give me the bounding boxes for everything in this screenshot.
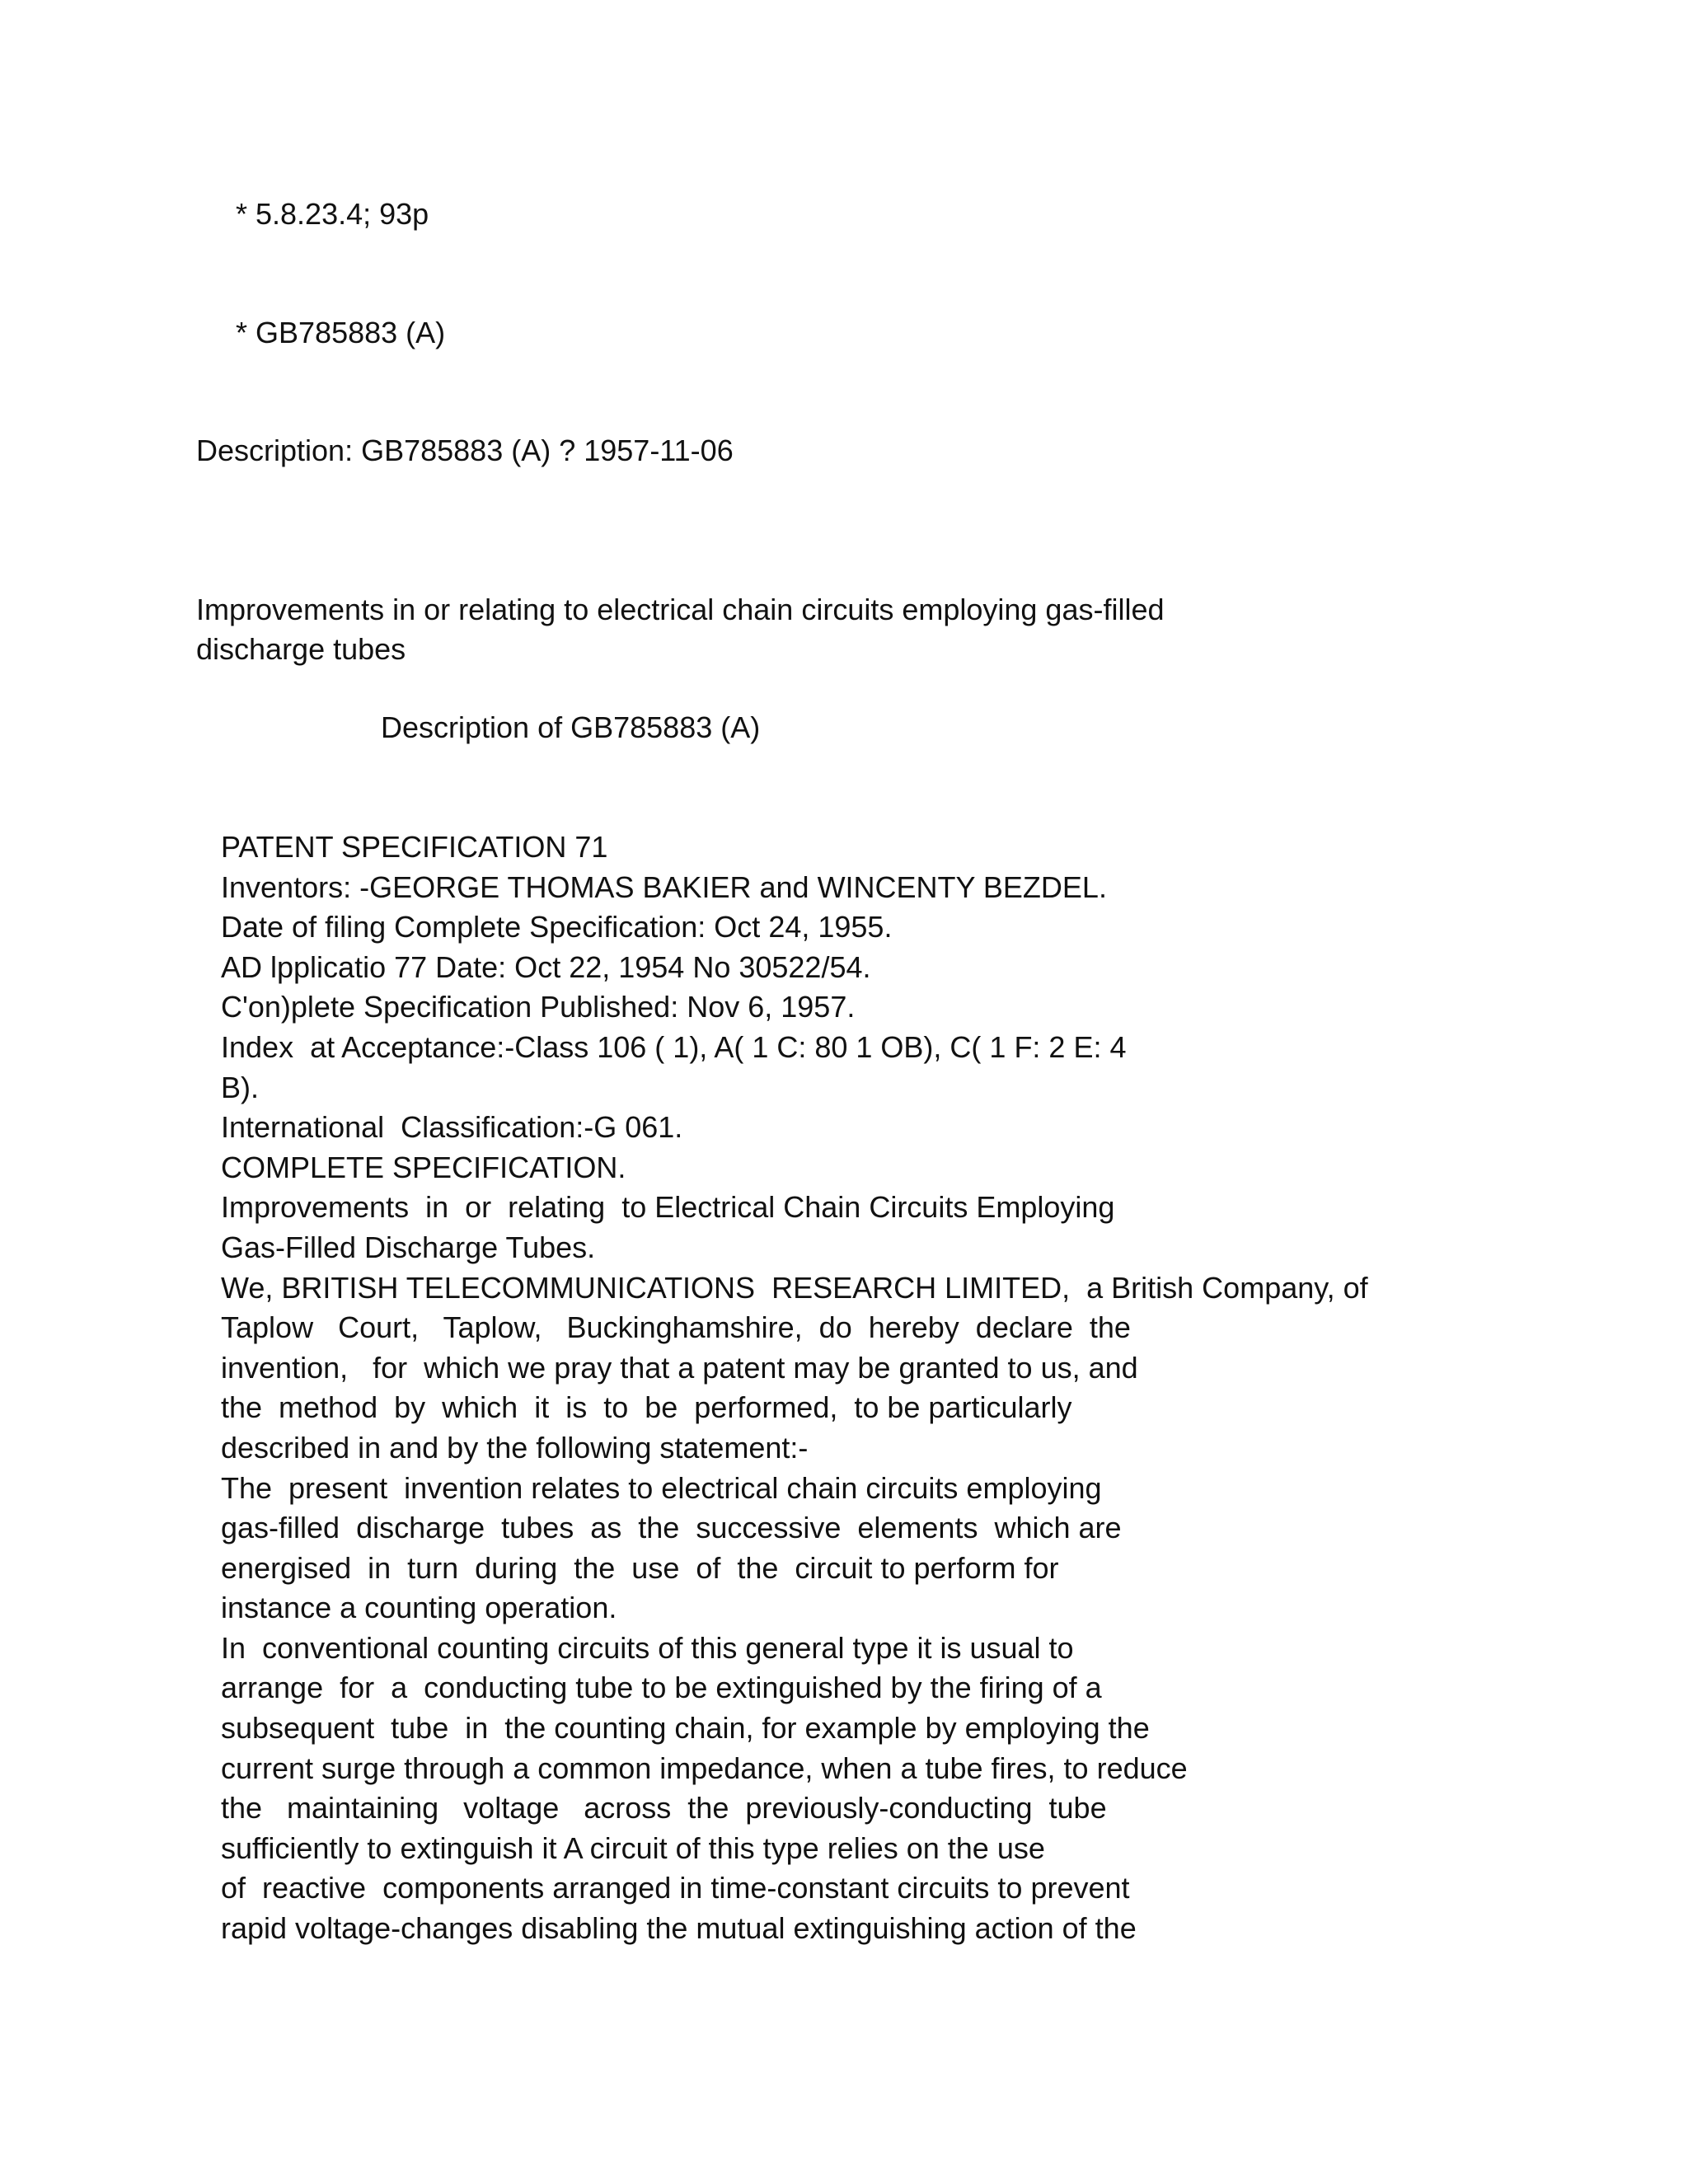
body-line: COMPLETE SPECIFICATION. — [221, 1150, 626, 1184]
body-line: International Classification:-G 061. — [221, 1110, 683, 1145]
body-line: the method by which it is to be performed, to be particularly — [221, 1390, 1072, 1425]
body-line: arrange for a conducting tube to be extinguished by the firing of a — [221, 1671, 1102, 1705]
body-line: The present invention relates to electrical chain circuits employing — [221, 1470, 1102, 1505]
body-line: gas-filled discharge tubes as the successive elements which are — [221, 1511, 1122, 1545]
body-line: We, BRITISH TELECOMMUNICATIONS RESEARCH LIMITED, a British Company, of — [221, 1270, 1368, 1305]
description-heading: Description: GB785883 (A) ? 1957-11-06 — [196, 434, 734, 467]
body-line: instance a counting operation. — [221, 1591, 617, 1625]
description-of-label: Description of GB785883 (A) — [381, 710, 761, 744]
body-line: PATENT SPECIFICATION 71 — [221, 830, 608, 864]
body-line: energised in turn during the use of the circuit to perform for — [221, 1550, 1059, 1585]
body-line: Taplow Court, Taplow, Buckinghamshire, do hereby declare the — [221, 1310, 1131, 1345]
body-line: Inventors: -GEORGE THOMAS BAKIER and WINCENTY BEZDEL. — [221, 869, 1107, 904]
body-line: Improvements in or relating to Electrical Chain Circuits Employing — [221, 1190, 1115, 1225]
publication-number-bullet: * GB785883 (A) — [236, 316, 446, 349]
body-line: rapid voltage-changes disabling the mutual extinguishing action of the — [221, 1911, 1137, 1946]
body-line: Index at Acceptance:-Class 106 ( 1), A( 1 C: 80 1 OB), C( 1 F: 2 E: 4 — [221, 1029, 1127, 1064]
body-line: B). — [221, 1070, 260, 1104]
body-line: AD lpplicatio 77 Date: Oct 22, 1954 No 30522/54. — [221, 949, 871, 984]
patent-title: Improvements in or relating to electrical chain circuits employing gas-filled discharge tubes — [196, 593, 1165, 666]
body-line: Gas-Filled Discharge Tubes. — [221, 1230, 596, 1264]
body-line: Date of filing Complete Specification: Oct 24, 1955. — [221, 910, 893, 944]
body-line: current surge through a common impedance, when a tube fires, to reduce — [221, 1750, 1188, 1785]
body-line: invention, for which we pray that a patent may be granted to us, and — [221, 1350, 1138, 1385]
body-line: the maintaining voltage across the previously-conducting tube — [221, 1791, 1107, 1825]
body-line: sufficiently to extinguish it A circuit of this type relies on the use — [221, 1830, 1045, 1865]
body-line: of reactive components arranged in time-constant circuits to prevent — [221, 1871, 1130, 1905]
classification-bullet: * 5.8.23.4; 93p — [236, 197, 429, 231]
body-line: C'on)plete Specification Published: Nov 6, 1957. — [221, 990, 856, 1024]
body-line: described in and by the following statement:- — [221, 1430, 809, 1465]
body-line: In conventional counting circuits of this general type it is usual to — [221, 1630, 1074, 1665]
specification-body — [221, 827, 1424, 1949]
body-line: subsequent tube in the counting chain, for example by employing the — [221, 1711, 1150, 1746]
